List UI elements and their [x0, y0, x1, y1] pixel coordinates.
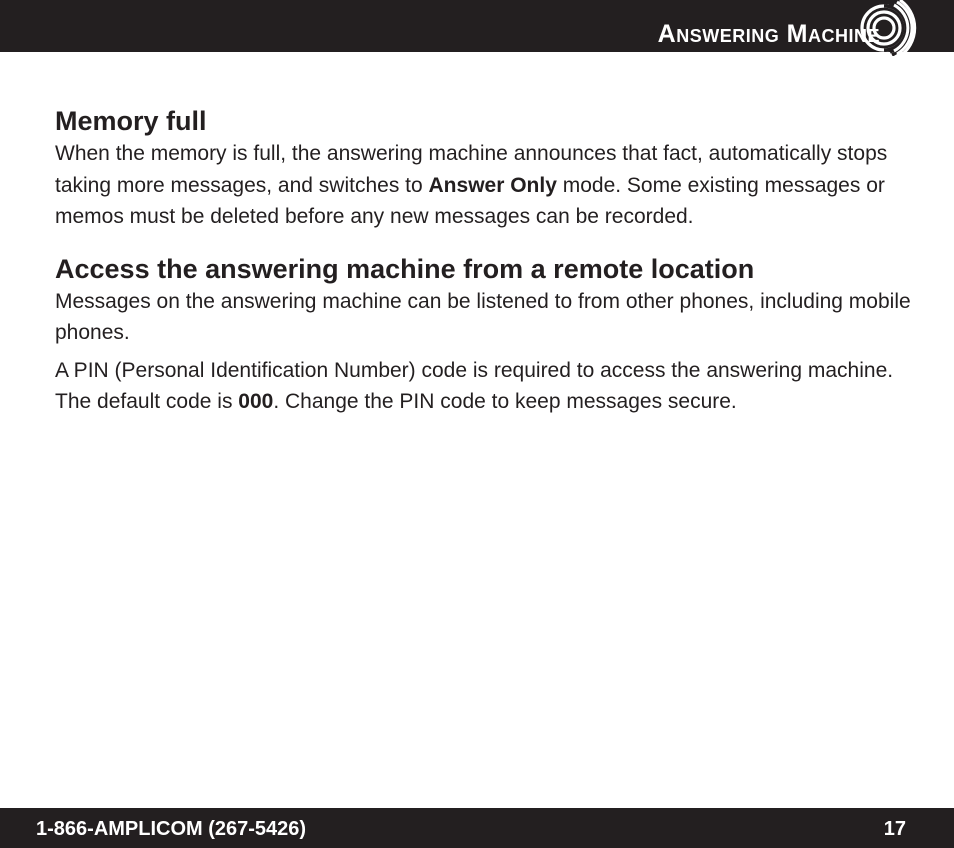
memory-full-heading: Memory full — [55, 106, 207, 136]
footer-bar — [0, 808, 954, 848]
header-bar — [0, 0, 954, 52]
memory-full-text: When the memory is full, the answering machine announces that fact, automatically stops taking more messages, and switches to Answer Only mode. Some existing messages or memos must be deleted before any new messages can be recorded. — [55, 142, 888, 228]
sound-waves-icon — [842, 0, 932, 56]
remote-access-paragraph-1: Messages on the answering machine can be listened to from other phones, including mobile phones. — [55, 289, 911, 344]
remote-access-paragraph-2: A PIN (Personal Identification Number) code is required to access the answering machine. The default code is 000. Change the PIN code to keep messages secure. — [55, 358, 894, 413]
support-phone-number: 1-866-AMPLICOM (267-5426) — [36, 818, 307, 840]
section-title: Answering Machine — [657, 20, 880, 48]
remote-access-heading: Access the answering machine from a remote location — [55, 253, 755, 284]
page-content — [55, 104, 915, 418]
default-pin-code: 000 — [238, 390, 274, 413]
answer-only-mode-term: Answer Only — [428, 173, 557, 197]
page-number: 17 — [883, 818, 906, 840]
